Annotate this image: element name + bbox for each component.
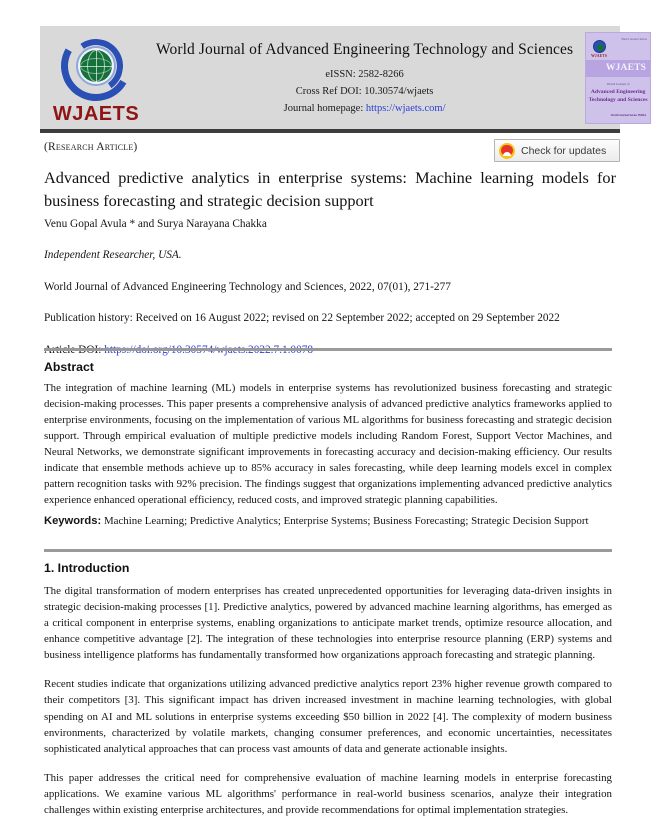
journal-name: World Journal of Advanced Engineering Technology and Sciences (156, 40, 574, 58)
publication-history-line: Publication history: Received on 16 August 2022; revised on 22 September 2022; accepted on 29 September 2022 (44, 312, 560, 325)
journal-header-banner (40, 26, 648, 129)
introduction-paragraph-2: Recent studies indicate that organizations utilizing advanced predictive analytics report 23% higher revenue growth compared to their competitors [3]. This significant impact has driven increased investment in machine learning technologies, with global spending on AI and ML solutions in enterprise systems exceeding $50 billion in 2022 [4]. The complexity of modern business environments, characterized by volatile markets, changing consumer preferences, and economic uncertainties, necessitates sophisticated analytical approaches that can process vast amounts of data and generate actionable insights. (44, 678, 612, 755)
journal-cover-thumbnail (585, 32, 651, 124)
article-type-label: (Research Article) (44, 141, 138, 153)
abstract-body: The integration of machine learning (ML) models in enterprise systems has revolutionized business forecasting and strategic decision-making processes. This paper presents a comprehensive analysis of advanced predictive analytics frameworks applied to enterprise environments, focusing on the implementation of various ML algorithms for business forecasting and strategic decision support. Through empirical evaluation of multiple predictive models including Random Forest, Support Vector Machines, and Neural Networks, we demonstrate significant improvements in forecasting accuracy and decision-making efficiency. Our results indicate that ensemble methods achieve up to 85% accuracy in sales forecasting, while deep learning models excel in complex pattern recognition tasks with 92% precision. The findings suggest that organizations implementing advanced predictive analytics experience enhanced operational efficiency, reduced costs, and improved strategic planning capabilities. (44, 382, 612, 506)
journal-eissn: eISSN: 2582-8266 (325, 68, 404, 80)
crossmark-label: Check for updates (521, 144, 607, 157)
introduction-heading: 1. Introduction (44, 561, 130, 575)
keywords-line (44, 513, 612, 530)
journal-header-text (152, 26, 577, 129)
cover-topline: World Journal Series (621, 37, 648, 41)
cover-footer: World Journal Series INDIA (610, 113, 647, 118)
cover-title-main: Advanced Engineering Technology and Sciences (588, 88, 648, 104)
introduction-paragraph-3: This paper addresses the critical need for comprehensive evaluation of machine learning models in enterprise forecasting applications. We examine various ML algorithms' performance in real-world business scenarios, analyze their integration challenges within existing enterprise architectures, and provide recommendations for optimal implementation strategies. (44, 771, 612, 816)
journal-logo (40, 26, 152, 129)
wjaets-emblem-icon (61, 31, 131, 101)
journal-homepage-link[interactable]: https://wjaets.com/ (365, 102, 446, 114)
cover-title-prefix: World Journal of (606, 81, 630, 86)
cover-logo-wordmark: WJAETS (591, 53, 608, 58)
globe-icon (80, 50, 112, 82)
keywords-label: Keywords: (44, 515, 102, 527)
journal-crossref-doi: Cross Ref DOI: 10.30574/wjaets (295, 85, 434, 97)
cover-title-band (586, 60, 650, 77)
journal-logo-wordmark: WJAETS (52, 103, 140, 125)
keywords-value: Machine Learning; Predictive Analytics; Enterprise Systems; Business Forecasting; Strategic Decision Support (103, 515, 589, 527)
cover-band-wordmark: WJAETS (605, 63, 647, 73)
globe-parallel (80, 58, 112, 74)
introduction-body (44, 583, 612, 831)
crossmark-icon (499, 143, 515, 159)
journal-homepage-label: Journal homepage: (283, 102, 364, 114)
cover-journal-title (586, 80, 650, 105)
abstract-heading: Abstract (44, 360, 94, 374)
crossmark-badge[interactable] (494, 139, 620, 162)
authors-line: Venu Gopal Avula * and Surya Narayana Chakka (44, 218, 267, 230)
globe-meridian (87, 50, 105, 82)
header-divider-rule (40, 129, 620, 133)
page-title: Advanced predictive analytics in enterprise systems: Machine learning models for business forecasting and strategic decision support (44, 168, 616, 211)
cover-emblem-icon (593, 40, 606, 53)
journal-cover-thumbnail-wrap (577, 26, 658, 129)
affiliation-line: Independent Researcher, USA. (44, 249, 182, 262)
keywords-bottom-rule (44, 549, 612, 552)
abstract-top-rule (44, 348, 612, 351)
citation-line: World Journal of Advanced Engineering Technology and Sciences, 2022, 07(01), 271-277 (44, 280, 451, 293)
journal-homepage-line (284, 100, 446, 117)
introduction-paragraph-1: The digital transformation of modern enterprises has created unprecedented opportunities for leveraging data-driven insights in strategic decision-making processes [1]. Predictive analytics, powered by advanced machine learning algorithms, has emerged as a critical component in enterprise systems, enabling organizations to anticipate market trends, optimize resource allocation, and enhance competitive advantage [2]. The integration of these technologies into enterprise resource planning (ERP) systems and business intelligence platforms has fundamentally transformed how organizations approach forecasting and strategic planning. (44, 585, 612, 662)
